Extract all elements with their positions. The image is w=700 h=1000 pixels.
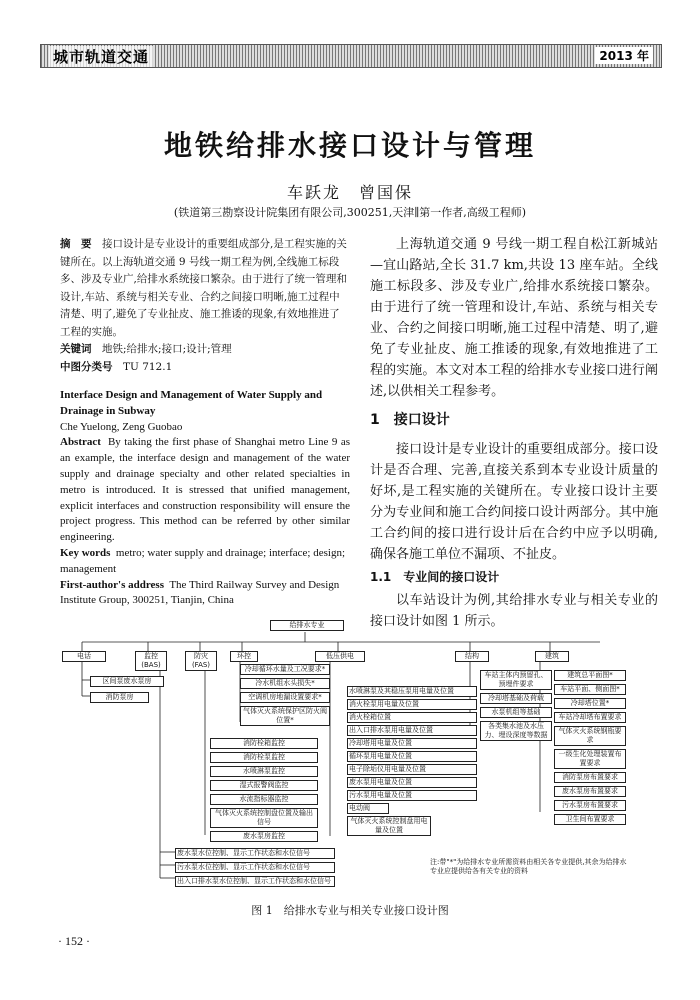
paper-authors: 车跃龙 曾国保 [286,183,413,202]
bottom-item: 污水泵水位控制、显示工作状态和水位信号 [175,862,335,873]
bas-item: 湿式报警阀监控 [210,780,318,791]
keywords-cn-label: 关键词 [60,343,92,355]
keywords-en: metro; water supply and drainage; interface; design; management [60,546,346,575]
journal-year: 2013 年 [595,47,653,64]
structure-item: 各类集水池及水压力、埋设深度等数据 [480,721,552,741]
bas-item: 废水泵房监控 [210,831,318,842]
paper-title: 地铁给排水接口设计与管理 [163,129,536,162]
keywords-en-label: Key words [60,546,111,559]
tel-item: 消防泵房 [90,692,149,703]
architecture-items-list [554,670,626,825]
lowv-item: 消火栓泵用电量及位置 [347,699,477,710]
node-telephone: 电话 [62,651,106,662]
architecture-item: 车站冷却塔布置要求 [554,712,626,723]
architecture-item: 车站平面、侧面图* [554,684,626,695]
lowv-item: 电子除垢仪用电量及位置 [347,764,477,775]
lowv-item: 冷却塔用电量及位置 [347,738,477,749]
architecture-item: 废水泵房布置要求 [554,786,626,797]
address-label: First-author's address [60,578,164,591]
figure-caption: 图 1 给排水专业与相关专业接口设计图 [251,904,449,917]
architecture-item: 污水泵房布置要求 [554,800,626,811]
diagram-root: 给排水专业 [270,620,344,631]
bas-item: 水喷淋泵监控 [210,766,318,777]
classification-label: 中图分类号 [60,360,113,373]
section-1-heading: 1 接口设计 [370,412,450,428]
bottom-items-list [175,848,335,887]
architecture-item: 气体灭火系统钢瓶要求 [554,726,626,746]
section-1-paragraph: 接口设计是专业设计的重要组成部分。接口设计是否合理、完善,直接关系到本专业设计质量的好坏,是工程实施的关键所在。专业接口设计主要分为专业间和施工合约间接口设计两部分。其中施工合约间的接口进行设计后在合约中应予以明确,确保各施工单位不漏项、不扯皮。 [370,442,658,562]
lowv-item: 污水泵用电量及位置 [347,790,477,801]
env-item: 冷水机组水头损失* [240,678,330,689]
architecture-item: 一级生化处理装置布置要求 [554,749,626,769]
abstract-cn-label: 摘 要 [60,238,92,250]
lowv-item: 出入口排水泵用电量及位置 [347,725,477,736]
node-architecture: 建筑 [535,651,569,662]
lowv-item: 水喷淋泵及其稳压泵用电量及位置 [347,686,477,697]
abstract-cn [60,236,350,376]
structure-item: 冷却塔基础及荷载 [480,693,552,704]
env-item: 冷却循环水量及工况要求* [240,664,330,675]
paper-affiliation: (铁道第三勘察设计院集团有限公司,300251,天津∥第一作者,高级工程师) [173,206,527,219]
bas-item: 水流指标器监控 [210,794,318,805]
address-en: The Third Railway Survey and Design Institute Group, 300251, Tianjin, China [60,578,340,607]
lowv-items-list [347,686,477,836]
tel-item: 区间泵废水泵房 [90,676,164,687]
structure-item: 车站主体内预留孔、预埋件要求 [480,670,552,690]
bas-item: 消防栓泵监控 [210,752,318,763]
bas-item: 气体灭火系统控制盘位置及输出信号 [210,808,318,828]
node-bas: 监控 (BAS) [135,651,167,671]
abstract-en-text: By taking the first phase of Shanghai metro Line 9 as an example, the interface design and management of the water supply and drainage specialty and other related specialties in metro is introduced. It is stressed that unified management, explicit interfaces and construction responsibility will ensure the project progress. This method can be referred by other similar engineering. [60,436,351,544]
lowv-item: 废水泵用电量及位置 [347,777,477,788]
diagram-note: 注:带"*"为给排水专业所需资料由相关各专业提供,其余为给排水专业应提供给各有关专业的资料 [430,858,627,875]
authors-en: Che Yuelong, Zeng Guobao [60,420,183,433]
page-number: · 152 · [58,934,90,948]
env-items-list [240,664,330,726]
architecture-item: 卫生间布置要求 [554,814,626,825]
journal-banner [40,44,662,68]
lowv-item: 循环泵用电量及位置 [347,751,477,762]
section-1-1-paragraph: 以车站设计为例,其给排水专业与相关专业的接口设计如图 1 所示。 [370,593,658,629]
architecture-item: 建筑总平面图* [554,670,626,681]
structure-item: 水泵机组等基础 [480,707,552,718]
abstract-en [60,388,350,609]
journal-name: 城市轨道交通 [49,46,153,67]
abstract-en-label: Abstract [60,436,101,449]
bas-item: 消防栓箱监控 [210,738,318,749]
keywords-cn: 地铁;给排水;接口;设计;管理 [102,343,232,355]
body-column [370,234,658,632]
bottom-item: 出入口排水泵水位控制、显示工作状态和水位信号 [175,876,335,887]
node-structure: 结构 [455,651,489,662]
classification-code: TU 712.1 [123,360,173,373]
architecture-item: 冷却塔位置* [554,698,626,709]
lowv-item: 气体灭火系统控制盘用电量及位置 [347,816,431,836]
node-fas: 防灾 (FAS) [185,651,217,671]
bas-items-list [210,738,318,842]
bottom-item: 废水泵水位控制、显示工作状态和水位信号 [175,848,335,859]
interface-diagram [60,620,660,890]
lowv-item: 电动阀 [347,803,389,814]
abstract-cn-text: 接口设计是专业设计的重要组成部分,是工程实施的关键所在。以上海轨道交通 9 号线一期工程为例,全线施工标段多、涉及专业广,给排水系统接口繁杂。由于进行了统一管理和设计,车站、系统与相关专业、合约之间接口明晰,施工过程中清楚、明了,避免了专业扯皮、施工推诿的现象,有效地推进了工程的实施。 [60,238,347,338]
structure-items-list [480,670,552,741]
node-env-control: 环控 [230,651,258,662]
env-item: 气体灭火系统保护区防火阀位置* [240,706,330,726]
section-1-1-heading: 1.1 专业间的接口设计 [370,570,500,584]
lowv-item: 消火栓箱位置 [347,712,477,723]
architecture-item: 消防泵房布置要求 [554,772,626,783]
intro-paragraph: 上海轨道交通 9 号线一期工程自松江新城站—宜山路站,全长 31.7 km,共设 13 座车站。全线施工标段多、涉及专业广,给排水系统接口繁杂。由于进行了统一管理和设计,车站、系统与相关专业、合约之间接口明晰,施工过程中清楚、明了,避免了专业扯皮、施工推诿的现象,有效地推进了工程的实施。本文对本工程的给排水专业接口进行阐述,以供相关工程参考。 [370,237,658,399]
title-en: Interface Design and Management of Water Supply and Drainage in Subway [60,389,323,417]
env-item: 空调机房地漏设置要求* [240,692,330,703]
node-low-voltage: 低压供电 [315,651,365,662]
